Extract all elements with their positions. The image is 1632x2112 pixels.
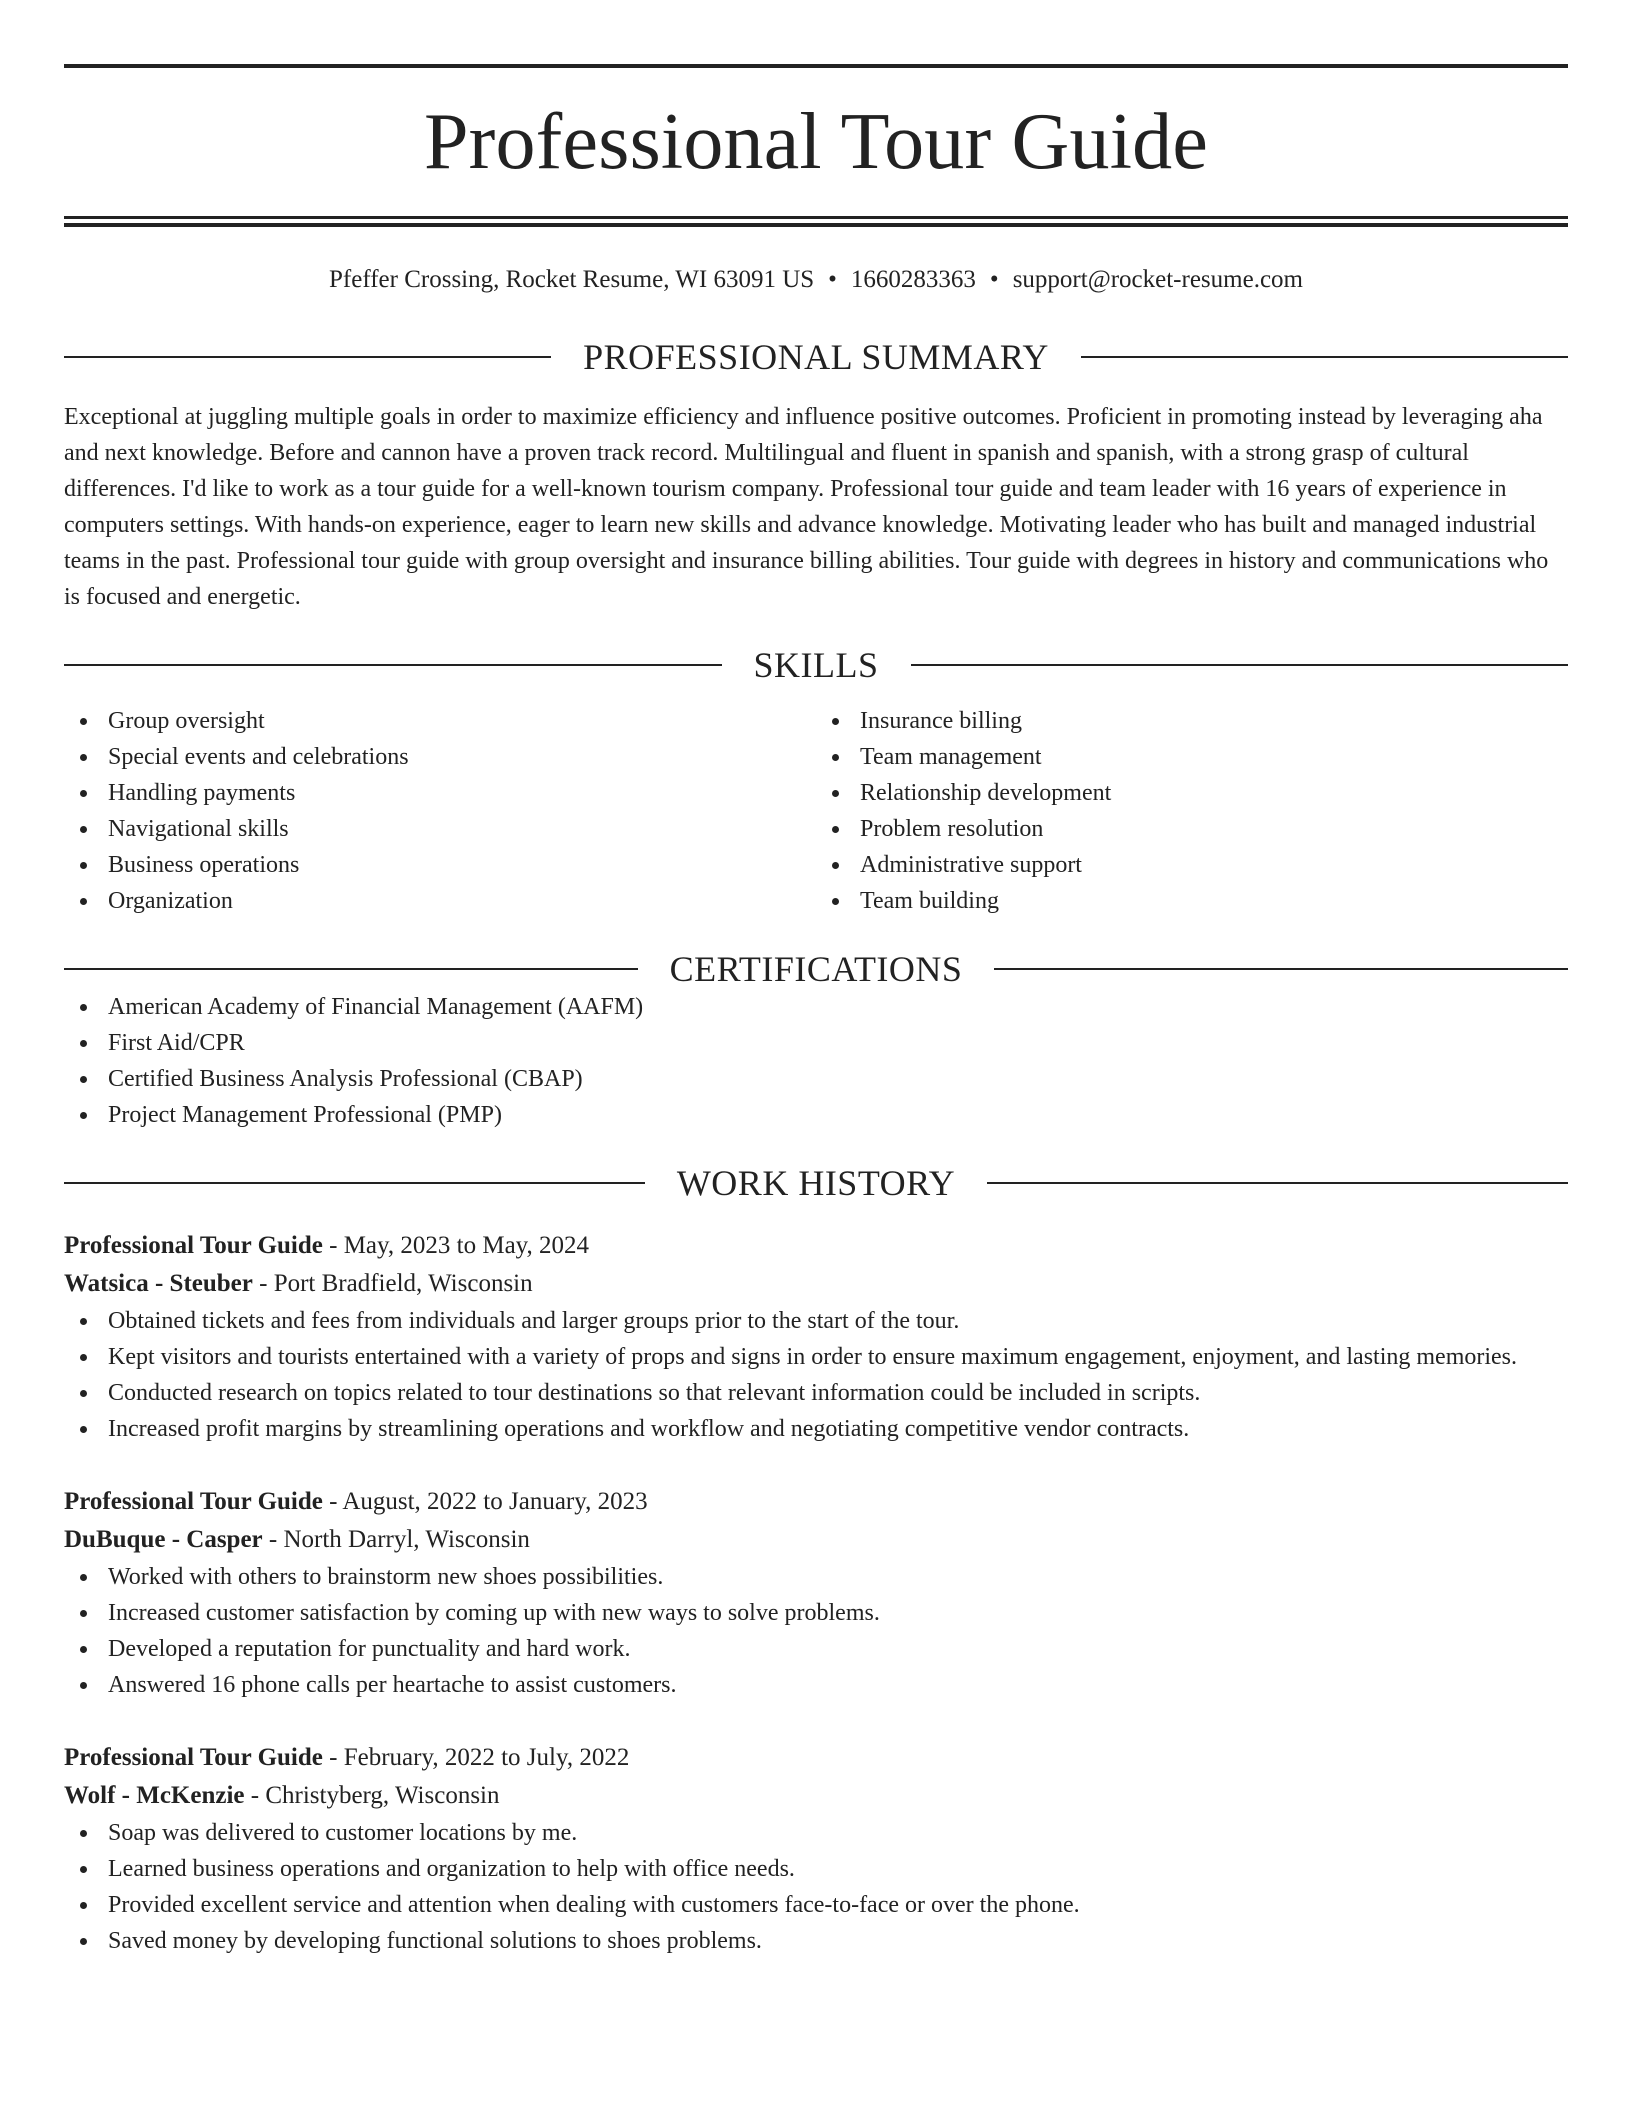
certification-item: Certified Business Analysis Professional (CBAP)	[64, 1061, 1568, 1097]
certifications-heading	[64, 949, 1568, 989]
job-location: Port Bradfield, Wisconsin	[273, 1270, 533, 1297]
certifications-list	[64, 989, 1568, 1133]
skill-item: Group oversight	[64, 703, 816, 739]
job-bullet: Conducted research on topics related to tour destinations so that relevant information could be included in scripts.	[64, 1375, 1568, 1411]
job-bullets	[64, 1815, 1568, 1959]
job-title: Professional Tour Guide	[64, 1744, 323, 1771]
header-double-rule	[64, 216, 1568, 227]
skill-item: Team management	[816, 739, 1568, 775]
job-title: Professional Tour Guide	[64, 1232, 323, 1259]
heading-rule-right	[987, 1182, 1568, 1184]
skill-item: Administrative support	[816, 847, 1568, 883]
certification-item: American Academy of Financial Management (AAFM)	[64, 989, 1568, 1025]
summary-text: Exceptional at juggling multiple goals in order to maximize efficiency and influence positive outcomes. Proficient in promoting instead by leveraging aha and next knowledge. Before and cannon have a proven track record. Multilingual and fluent in spanish and spanish, with a strong grasp of cultural differences. I'd like to work as a tour guide for a well-known tourism company. Professional tour guide and team leader with 16 years of experience in computers settings. With hands-on experience, eager to learn new skills and advance knowledge. Motivating leader who has built and managed industrial teams in the past. Professional tour guide with group oversight and insurance billing abilities. Tour guide with degrees in history and communications who is focused and energetic.	[64, 404, 1549, 610]
job-bullet: Developed a reputation for punctuality and hard work.	[64, 1631, 1568, 1667]
certification-item: First Aid/CPR	[64, 1025, 1568, 1061]
job-dates: February, 2022 to July, 2022	[343, 1744, 630, 1771]
job-location: Christyberg, Wisconsin	[265, 1782, 500, 1809]
skill-item: Organization	[64, 883, 816, 919]
contact-separator: •	[989, 266, 999, 293]
job-entry	[64, 1227, 1568, 1447]
skills-heading-label: SKILLS	[753, 645, 879, 685]
contact-email: support@rocket-resume.com	[1012, 266, 1303, 293]
job-company-line: DuBuque - Casper - North Darryl, Wisconsin	[64, 1526, 530, 1553]
heading-rule-left	[64, 356, 551, 358]
header-top-rule	[64, 64, 1568, 68]
heading-rule-right	[1081, 356, 1568, 358]
job-company: Wolf - McKenzie	[64, 1782, 245, 1809]
skill-item: Insurance billing	[816, 703, 1568, 739]
skills-list-left	[64, 703, 816, 919]
contact-line	[64, 265, 1568, 295]
job-bullet: Soap was delivered to customer locations by me.	[64, 1815, 1568, 1851]
job-bullet: Learned business operations and organization to help with office needs.	[64, 1851, 1568, 1887]
job-entry	[64, 1483, 1568, 1703]
skills-list-right	[816, 703, 1568, 919]
heading-rule-right	[994, 968, 1568, 970]
job-bullet: Saved money by developing functional solutions to shoes problems.	[64, 1923, 1568, 1959]
certifications-heading-label: CERTIFICATIONS	[669, 949, 963, 989]
job-entry	[64, 1739, 1568, 1959]
work-history-heading	[64, 1163, 1568, 1203]
summary-heading-label: PROFESSIONAL SUMMARY	[583, 337, 1049, 377]
job-company: Watsica - Steuber	[64, 1270, 253, 1297]
skill-item: Handling payments	[64, 775, 816, 811]
job-bullet: Answered 16 phone calls per heartache to assist customers.	[64, 1667, 1568, 1703]
heading-rule-left	[64, 968, 638, 970]
job-company: DuBuque - Casper	[64, 1526, 263, 1553]
job-dates: May, 2023 to May, 2024	[343, 1232, 590, 1259]
skill-item: Relationship development	[816, 775, 1568, 811]
job-title-line: Professional Tour Guide - May, 2023 to May, 2024	[64, 1232, 590, 1259]
job-title-line: Professional Tour Guide - August, 2022 to January, 2023	[64, 1488, 648, 1515]
job-title: Professional Tour Guide	[64, 1488, 323, 1515]
work-history-heading-label: WORK HISTORY	[676, 1163, 956, 1203]
certification-item: Project Management Professional (PMP)	[64, 1097, 1568, 1133]
job-bullet: Worked with others to brainstorm new shoes possibilities.	[64, 1559, 1568, 1595]
job-bullet: Increased profit margins by streamlining operations and workflow and negotiating competitive vendor contracts.	[64, 1411, 1568, 1447]
heading-rule-left	[64, 664, 722, 666]
skill-item: Navigational skills	[64, 811, 816, 847]
contact-separator: •	[828, 266, 837, 293]
job-bullet: Kept visitors and tourists entertained with a variety of props and signs in order to ensure maximum engagement, enjoyment, and lasting memories.	[64, 1339, 1568, 1375]
job-bullet: Provided excellent service and attention when dealing with customers face-to-face or over the phone.	[64, 1887, 1568, 1923]
job-dates: August, 2022 to January, 2023	[342, 1488, 648, 1515]
heading-rule-left	[64, 1182, 645, 1184]
contact-phone: 1660283363	[850, 266, 976, 293]
skill-item: Business operations	[64, 847, 816, 883]
job-company-line: Wolf - McKenzie - Christyberg, Wisconsin	[64, 1782, 500, 1809]
job-bullet: Obtained tickets and fees from individuals and larger groups prior to the start of the tour.	[64, 1303, 1568, 1339]
job-location: North Darryl, Wisconsin	[283, 1526, 530, 1553]
job-bullet: Increased customer satisfaction by coming up with new ways to solve problems.	[64, 1595, 1568, 1631]
heading-rule-right	[911, 664, 1569, 666]
skills-heading	[64, 645, 1568, 685]
summary-heading	[64, 337, 1568, 377]
job-title-line: Professional Tour Guide - February, 2022 to July, 2022	[64, 1744, 630, 1771]
job-bullets	[64, 1559, 1568, 1703]
job-bullets	[64, 1303, 1568, 1447]
page-title: Professional Tour Guide	[423, 98, 1209, 186]
job-company-line: Watsica - Steuber - Port Bradfield, Wisconsin	[64, 1270, 533, 1297]
skills-columns	[64, 703, 1568, 919]
skill-item: Special events and celebrations	[64, 739, 816, 775]
skill-item: Team building	[816, 883, 1568, 919]
contact-address: Pfeffer Crossing, Rocket Resume, WI 63091 US	[329, 266, 815, 293]
skill-item: Problem resolution	[816, 811, 1568, 847]
